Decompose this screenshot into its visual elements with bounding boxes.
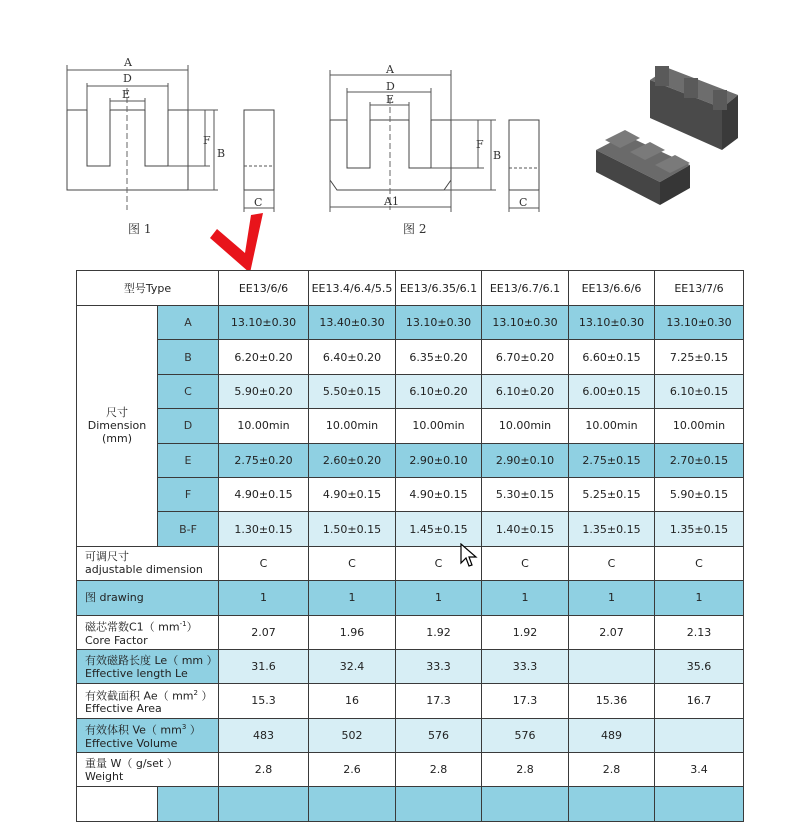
table-cell: 10.00min	[482, 409, 569, 443]
eff-volume-label	[77, 718, 219, 752]
dimension-unit: (mm)	[101, 432, 132, 446]
table-cell: 13.10±0.30	[569, 306, 655, 340]
fig2-label-A: A	[386, 63, 394, 76]
table-row	[77, 443, 744, 477]
table-cell: 5.50±0.15	[309, 374, 396, 408]
model-header: EE13/6.6/6	[569, 271, 655, 306]
core-factor-zh: 磁芯常数C1（ mm	[85, 620, 180, 634]
model-header: EE13/6.35/6.1	[396, 271, 482, 306]
param-label: B	[158, 340, 219, 374]
table-cell: C	[482, 546, 569, 580]
eff-length-label	[77, 649, 219, 683]
table-cell: 3.4	[655, 753, 744, 787]
table-row	[77, 649, 744, 683]
eff-area-label	[77, 684, 219, 718]
adjustable-label	[77, 546, 219, 580]
table-cell: 4.90±0.15	[219, 477, 309, 511]
table-row	[77, 306, 744, 340]
table-row-partial	[77, 787, 744, 821]
table-cell: 6.10±0.20	[482, 374, 569, 408]
table-cell: 2.90±0.10	[482, 443, 569, 477]
param-label: B-F	[158, 512, 219, 546]
table-row	[77, 718, 744, 752]
table-cell: 4.90±0.15	[309, 477, 396, 511]
table-cell: 2.75±0.15	[569, 443, 655, 477]
weight-label	[77, 753, 219, 787]
table-cell: C	[219, 546, 309, 580]
table-row	[77, 615, 744, 649]
table-cell: 10.00min	[396, 409, 482, 443]
table-cell: 2.75±0.20	[219, 443, 309, 477]
eff-volume-zh: 有效体积 Ve（ mm	[85, 723, 182, 737]
table-cell: 2.6	[309, 753, 396, 787]
fig2-label-B: B	[493, 149, 502, 162]
eff-area-en: Effective Area	[85, 702, 162, 716]
table-cell: 1.30±0.15	[219, 512, 309, 546]
model-header: EE13/6.7/6.1	[482, 271, 569, 306]
fig2-label-E: E	[386, 93, 395, 106]
table-cell: 6.40±0.20	[309, 340, 396, 374]
fig2-label-C: C	[519, 196, 528, 209]
model-header: EE13/6/6	[219, 271, 309, 306]
table-cell: 13.10±0.30	[219, 306, 309, 340]
table-cell: 16.7	[655, 684, 744, 718]
figure-2-drawing	[330, 70, 539, 212]
fig1-label-E: E	[122, 88, 131, 101]
table-cell: 10.00min	[309, 409, 396, 443]
table-cell	[396, 787, 482, 821]
table-cell	[569, 649, 655, 683]
table-row	[77, 374, 744, 408]
table-cell: 5.25±0.15	[569, 477, 655, 511]
type-header: 型号Type	[77, 271, 219, 306]
model-header: EE13/7/6	[655, 271, 744, 306]
table-cell: 489	[569, 718, 655, 752]
table-cell: 483	[219, 718, 309, 752]
table-cell: 15.36	[569, 684, 655, 718]
table-row	[77, 581, 744, 615]
core-factor-label	[77, 615, 219, 649]
table-cell: 13.10±0.30	[655, 306, 744, 340]
eff-volume-zh-end: ）	[186, 723, 201, 737]
table-cell: C	[569, 546, 655, 580]
table-cell: C	[655, 546, 744, 580]
adjustable-zh: 可调尺寸	[85, 550, 129, 564]
core-factor-en: Core Factor	[85, 633, 148, 647]
param-label: A	[158, 306, 219, 340]
param-label: C	[158, 374, 219, 408]
table-cell	[309, 787, 396, 821]
table-cell	[655, 718, 744, 752]
table-cell: 576	[482, 718, 569, 752]
table-cell: 5.30±0.15	[482, 477, 569, 511]
table-cell: 5.90±0.20	[219, 374, 309, 408]
table-cell: 17.3	[482, 684, 569, 718]
table-cell: 33.3	[396, 649, 482, 683]
table-cell: 10.00min	[219, 409, 309, 443]
table-cell: 1.45±0.15	[396, 512, 482, 546]
core-factor-sup: -1	[179, 619, 187, 628]
param-label: D	[158, 409, 219, 443]
figure-1-drawing	[67, 65, 274, 212]
table-cell: 6.35±0.20	[396, 340, 482, 374]
table-cell: 17.3	[396, 684, 482, 718]
figure-2-caption: 图 2	[403, 222, 427, 236]
fig1-label-B: B	[217, 147, 226, 160]
table-cell: 576	[396, 718, 482, 752]
table-cell: 1	[569, 581, 655, 615]
table-cell	[77, 787, 158, 821]
table-cell: 6.10±0.15	[655, 374, 744, 408]
table-cell: 6.70±0.20	[482, 340, 569, 374]
table-cell: 1.50±0.15	[309, 512, 396, 546]
table-cell: 1.40±0.15	[482, 512, 569, 546]
table-cell: 13.10±0.30	[396, 306, 482, 340]
eff-volume-sup: 3	[181, 723, 187, 732]
table-row	[77, 512, 744, 546]
table-cell: 2.8	[219, 753, 309, 787]
table-cell: 5.90±0.15	[655, 477, 744, 511]
table-cell: 2.70±0.15	[655, 443, 744, 477]
table-cell: 2.8	[482, 753, 569, 787]
model-header: EE13.4/6.4/5.5	[309, 271, 396, 306]
spec-table	[76, 270, 744, 822]
table-row	[77, 753, 744, 787]
drawing-label: 图 drawing	[77, 581, 219, 615]
weight-zh: 重量 W（ g/set ）	[85, 756, 178, 770]
table-cell: 4.90±0.15	[396, 477, 482, 511]
table-cell: 2.8	[569, 753, 655, 787]
table-cell: 31.6	[219, 649, 309, 683]
table-cell: C	[396, 546, 482, 580]
table-cell: 2.07	[219, 615, 309, 649]
table-cell: 1	[219, 581, 309, 615]
table-cell: 33.3	[482, 649, 569, 683]
core-factor-zh-end: ）	[186, 620, 198, 634]
param-label: E	[158, 443, 219, 477]
table-cell: 10.00min	[655, 409, 744, 443]
table-cell: 1	[396, 581, 482, 615]
eff-length-zh: 有效磁路长度 Le（ mm ）	[85, 653, 218, 667]
table-cell: 1	[309, 581, 396, 615]
core-dimension-diagrams	[0, 0, 800, 260]
table-cell: 16	[309, 684, 396, 718]
header-row	[77, 271, 744, 306]
table-cell	[158, 787, 219, 821]
table-cell: 1.35±0.15	[655, 512, 744, 546]
table-cell: 35.6	[655, 649, 744, 683]
table-cell	[569, 787, 655, 821]
param-label: F	[158, 477, 219, 511]
table-row	[77, 684, 744, 718]
ferrite-core-photo	[596, 66, 738, 205]
table-cell: 2.60±0.20	[309, 443, 396, 477]
table-cell: 1	[482, 581, 569, 615]
table-cell: 1.92	[396, 615, 482, 649]
fig2-label-A1: A1	[384, 195, 399, 208]
table-cell: 2.8	[396, 753, 482, 787]
fig2-label-F: F	[476, 138, 484, 151]
table-cell: 2.07	[569, 615, 655, 649]
table-cell: 1.96	[309, 615, 396, 649]
table-cell: 6.20±0.20	[219, 340, 309, 374]
table-cell: 6.10±0.20	[396, 374, 482, 408]
eff-area-zh-end: ）	[198, 689, 213, 703]
table-cell: 2.90±0.10	[396, 443, 482, 477]
dimension-en: Dimension	[87, 419, 147, 433]
table-cell: 32.4	[309, 649, 396, 683]
table-cell: 1.35±0.15	[569, 512, 655, 546]
table-cell	[655, 787, 744, 821]
table-row	[77, 546, 744, 580]
table-cell: 6.00±0.15	[569, 374, 655, 408]
table-cell: 7.25±0.15	[655, 340, 744, 374]
fig2-label-D: D	[386, 80, 395, 93]
table-cell: 1	[655, 581, 744, 615]
table-cell: 10.00min	[569, 409, 655, 443]
table-cell: 13.10±0.30	[482, 306, 569, 340]
mouse-cursor-icon	[460, 543, 478, 569]
table-cell: 13.40±0.30	[309, 306, 396, 340]
table-row	[77, 340, 744, 374]
fig1-label-C: C	[254, 196, 263, 209]
table-cell: C	[309, 546, 396, 580]
table-cell	[482, 787, 569, 821]
figure-1-caption: 图 1	[128, 222, 152, 236]
weight-en: Weight	[85, 769, 124, 783]
eff-area-sup: 2	[193, 688, 198, 697]
dimension-zh: 尺寸	[106, 406, 128, 420]
eff-area-zh: 有效截面积 Ae（ mm	[85, 689, 194, 703]
table-cell: 6.60±0.15	[569, 340, 655, 374]
eff-length-en: Effective length Le	[85, 666, 188, 680]
table-cell: 1.92	[482, 615, 569, 649]
table-row	[77, 409, 744, 443]
fig1-label-A: A	[124, 56, 132, 69]
eff-volume-en: Effective Volume	[85, 736, 178, 750]
table-cell: 502	[309, 718, 396, 752]
fig1-label-F: F	[203, 134, 211, 147]
fig1-label-D: D	[123, 72, 132, 85]
table-row	[77, 477, 744, 511]
table-cell	[219, 787, 309, 821]
adjustable-en: adjustable dimension	[85, 563, 203, 577]
dimension-group-label	[77, 306, 158, 547]
table-cell: 2.13	[655, 615, 744, 649]
table-cell: 15.3	[219, 684, 309, 718]
